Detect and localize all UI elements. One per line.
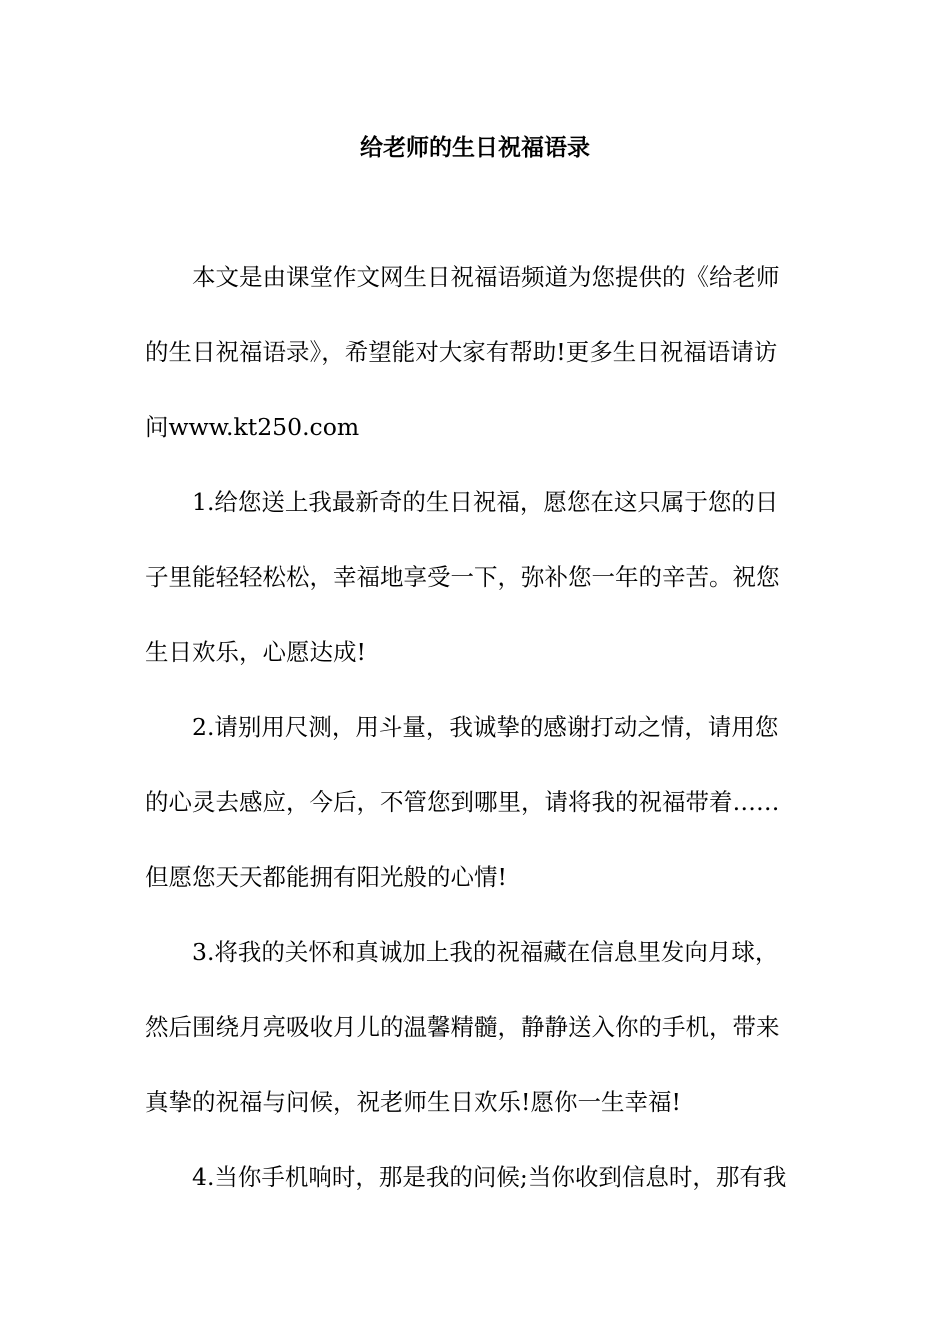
paragraph-intro-line-1: 本文是由课堂作文网生日祝福语频道为您提供的《给老师 (192, 263, 780, 291)
paragraph-3-line-3: 真挚的祝福与问候，祝老师生日欢乐!愿你一生幸福! (145, 1088, 681, 1116)
paragraph-intro-line-3: 问www.kt250.com (145, 413, 360, 441)
paragraph-3-line-1: 3.将我的关怀和真诚加上我的祝福藏在信息里发向月球， (192, 938, 779, 966)
paragraph-1-line-1: 1.给您送上我最新奇的生日祝福，愿您在这只属于您的日 (192, 488, 779, 516)
paragraph-4-line-1: 4.当你手机响时，那是我的问候;当你收到信息时，那有我 (192, 1163, 787, 1191)
paragraph-2-line-1: 2.请别用尺测，用斗量，我诚挚的感谢打动之情，请用您 (192, 713, 779, 741)
paragraph-1-line-3: 生日欢乐，心愿达成! (145, 638, 366, 666)
document-title: 给老师的生日祝福语录 (360, 134, 590, 161)
paragraph-3-line-2: 然后围绕月亮吸收月儿的温馨精髓，静静送入你的手机，带来 (145, 1013, 780, 1041)
paragraph-1-line-2: 子里能轻轻松松，幸福地享受一下，弥补您一年的辛苦。祝您 (145, 563, 780, 591)
paragraph-2-line-3: 但愿您天天都能拥有阳光般的心情! (145, 863, 507, 891)
paragraph-2-line-2: 的心灵去感应，今后，不管您到哪里，请将我的祝福带着…… (145, 788, 780, 816)
paragraph-intro-line-2: 的生日祝福语录》，希望能对大家有帮助!更多生日祝福语请访 (145, 338, 778, 366)
